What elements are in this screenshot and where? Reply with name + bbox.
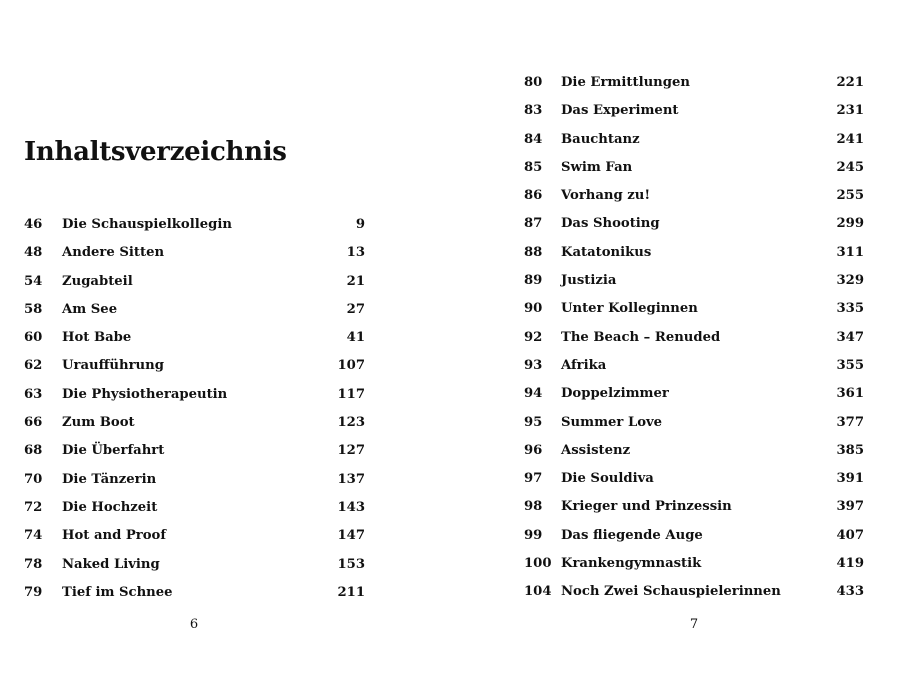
toc-chapter-number: 63 xyxy=(24,386,43,402)
toc-page-number: 9 xyxy=(355,217,365,232)
toc-entry-title: Tief im Schnee xyxy=(62,584,173,600)
toc-entry-title: Katatonikus xyxy=(561,244,652,260)
toc-entry xyxy=(24,211,365,239)
toc-entry xyxy=(524,154,864,182)
toc-entry xyxy=(524,126,864,154)
toc-entry-title: Bauchtanz xyxy=(561,131,640,147)
toc-page-number: 385 xyxy=(836,442,864,458)
toc-entry xyxy=(24,324,365,352)
toc-entry-title: Afrika xyxy=(561,357,607,373)
toc-entry xyxy=(524,465,864,493)
toc-page-number: 311 xyxy=(836,244,864,260)
toc-page-number: 299 xyxy=(836,216,864,232)
toc-page-number: 241 xyxy=(836,131,864,147)
toc-entry-title: Die Schauspielkollegin xyxy=(62,217,232,232)
toc-chapter-number: 97 xyxy=(524,471,543,487)
toc-entry-title: Uraufführung xyxy=(62,358,164,374)
toc-chapter-number: 93 xyxy=(524,357,543,373)
toc-entry-title: Das Shooting xyxy=(561,216,660,232)
toc-entry-title: Krieger und Prinzessin xyxy=(561,499,732,515)
toc-entry xyxy=(524,409,864,437)
toc-chapter-number: 79 xyxy=(24,584,43,600)
page-number-right: 7 xyxy=(689,617,699,632)
toc-page-number: 347 xyxy=(836,329,864,345)
toc-entry xyxy=(24,352,365,380)
toc-entry-title: Hot Babe xyxy=(62,330,132,346)
toc-chapter-number: 90 xyxy=(524,301,543,317)
toc-chapter-number: 54 xyxy=(24,273,43,289)
toc-chapter-number: 89 xyxy=(524,273,543,289)
toc-entry xyxy=(24,409,365,437)
toc-page-number: 221 xyxy=(836,75,864,90)
toc-chapter-number: 98 xyxy=(524,499,543,515)
toc-entry xyxy=(24,551,365,579)
toc-chapter-number: 46 xyxy=(24,217,43,232)
toc-entry xyxy=(524,437,864,465)
toc-list-right xyxy=(524,69,864,607)
toc-page-number: 397 xyxy=(836,499,864,515)
toc-page-number: 21 xyxy=(346,273,365,289)
toc-entry xyxy=(524,239,864,267)
toc-page-number: 407 xyxy=(836,527,864,543)
toc-entry xyxy=(524,380,864,408)
toc-page-number: 153 xyxy=(337,556,365,572)
toc-entry-title: Andere Sitten xyxy=(62,245,165,261)
toc-chapter-number: 66 xyxy=(24,415,43,431)
toc-entry xyxy=(524,267,864,295)
toc-entry-title: Die Überfahrt xyxy=(62,443,165,459)
toc-entry-title: Vorhang zu! xyxy=(561,188,651,204)
toc-entry-title: Swim Fan xyxy=(561,159,633,175)
toc-entry-title: The Beach – Renuded xyxy=(561,329,721,345)
toc-entry xyxy=(524,69,864,97)
toc-entry xyxy=(24,466,365,494)
toc-chapter-number: 58 xyxy=(24,301,43,317)
toc-entry-title: Zum Boot xyxy=(62,415,135,431)
toc-chapter-number: 80 xyxy=(524,75,543,90)
toc-chapter-number: 86 xyxy=(524,188,543,204)
toc-page-number: 335 xyxy=(836,301,864,317)
toc-chapter-number: 100 xyxy=(524,556,552,572)
toc-list-left xyxy=(24,211,365,607)
toc-entry-title: Hot and Proof xyxy=(62,528,167,544)
toc-chapter-number: 104 xyxy=(524,584,552,600)
toc-entry xyxy=(24,239,365,267)
toc-chapter-number: 96 xyxy=(524,442,543,458)
toc-page-number: 211 xyxy=(337,584,365,600)
toc-page-number: 137 xyxy=(337,471,365,487)
toc-page-number: 41 xyxy=(346,330,365,346)
toc-entry-title: Justizia xyxy=(561,273,617,289)
toc-page-number: 361 xyxy=(836,386,864,402)
toc-page-number: 231 xyxy=(836,103,864,119)
toc-entry xyxy=(524,352,864,380)
toc-chapter-number: 87 xyxy=(524,216,543,232)
toc-entry-title: Das fliegende Auge xyxy=(561,527,703,543)
toc-entry xyxy=(24,494,365,522)
toc-entry xyxy=(524,578,864,606)
toc-chapter-number: 88 xyxy=(524,244,543,260)
toc-chapter-number: 62 xyxy=(24,358,43,374)
toc-chapter-number: 48 xyxy=(24,245,43,261)
toc-entry-title: Die Ermittlungen xyxy=(561,75,690,90)
toc-entry xyxy=(524,295,864,323)
toc-entry-title: Die Physiotherapeutin xyxy=(62,386,228,402)
toc-entry-title: Die Souldiva xyxy=(561,471,654,487)
toc-chapter-number: 95 xyxy=(524,414,543,430)
toc-entry-title: Assistenz xyxy=(561,442,631,458)
toc-chapter-number: 83 xyxy=(524,103,543,119)
toc-chapter-number: 74 xyxy=(24,528,43,544)
toc-entry xyxy=(24,296,365,324)
toc-chapter-number: 72 xyxy=(24,499,43,515)
toc-entry-title: Noch Zwei Schauspielerinnen xyxy=(561,584,781,600)
toc-page-number: 433 xyxy=(836,584,864,600)
toc-page-number: 27 xyxy=(346,301,365,317)
toc-page-number: 143 xyxy=(337,499,365,515)
toc-entry-title: Krankengymnastik xyxy=(561,556,702,572)
toc-entry xyxy=(524,493,864,521)
toc-entry xyxy=(24,381,365,409)
toc-chapter-number: 99 xyxy=(524,527,543,543)
toc-page-number: 377 xyxy=(836,414,864,430)
toc-entry xyxy=(24,437,365,465)
toc-entry-title: Summer Love xyxy=(561,414,663,430)
toc-entry xyxy=(524,522,864,550)
toc-page-number: 255 xyxy=(836,188,864,204)
toc-page-number: 147 xyxy=(337,528,365,544)
toc-entry-title: Die Hochzeit xyxy=(62,499,158,515)
toc-page-number: 117 xyxy=(337,386,365,402)
toc-entry-title: Am See xyxy=(62,301,118,317)
toc-entry xyxy=(524,324,864,352)
toc-page-number: 123 xyxy=(337,415,365,431)
toc-chapter-number: 84 xyxy=(524,131,543,147)
toc-page-number: 107 xyxy=(337,358,365,374)
toc-page-number: 245 xyxy=(836,159,864,175)
toc-entry xyxy=(524,182,864,210)
toc-chapter-number: 85 xyxy=(524,159,543,175)
toc-entry-title: Unter Kolleginnen xyxy=(561,301,698,317)
toc-title: Inhaltsverzeichnis xyxy=(24,137,287,167)
page-number-left: 6 xyxy=(189,617,199,632)
toc-chapter-number: 60 xyxy=(24,330,43,346)
toc-entry xyxy=(524,97,864,125)
toc-chapter-number: 68 xyxy=(24,443,43,459)
toc-chapter-number: 78 xyxy=(24,556,43,572)
toc-entry-title: Zugabteil xyxy=(62,273,133,289)
toc-entry-title: Doppelzimmer xyxy=(561,386,669,402)
toc-entry xyxy=(24,268,365,296)
toc-entry-title: Naked Living xyxy=(62,556,160,572)
toc-entry xyxy=(24,522,365,550)
toc-page-number: 329 xyxy=(836,273,864,289)
toc-entry xyxy=(524,550,864,578)
toc-chapter-number: 92 xyxy=(524,329,543,345)
toc-chapter-number: 94 xyxy=(524,386,543,402)
toc-page-number: 419 xyxy=(836,556,864,572)
toc-page-number: 13 xyxy=(346,245,365,261)
toc-entry xyxy=(24,579,365,607)
toc-entry-title: Die Tänzerin xyxy=(62,471,157,487)
toc-chapter-number: 70 xyxy=(24,471,43,487)
toc-page-number: 355 xyxy=(836,357,864,373)
toc-entry-title: Das Experiment xyxy=(561,103,679,119)
toc-page-number: 391 xyxy=(836,471,864,487)
toc-entry xyxy=(524,210,864,238)
right-page xyxy=(450,0,900,676)
toc-page-number: 127 xyxy=(337,443,365,459)
